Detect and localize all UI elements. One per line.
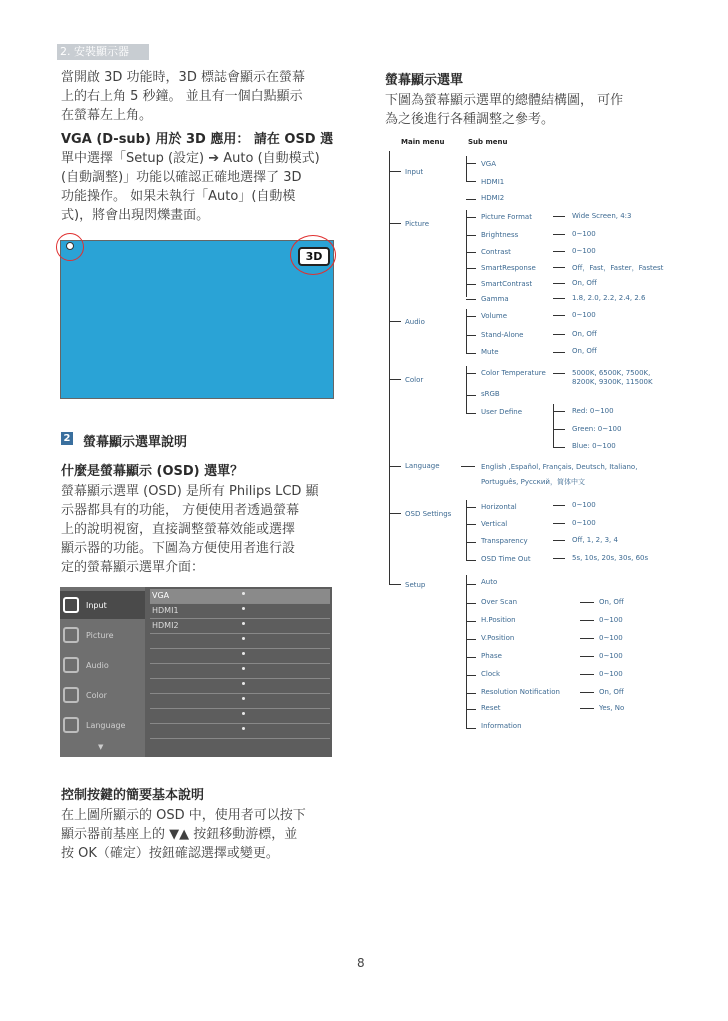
tree-connector <box>466 284 476 285</box>
tree-connector <box>580 674 594 675</box>
sub-item: Resolution Notification <box>481 688 560 696</box>
text-line: 式)，將會出現閃爍畫面。 <box>61 208 210 223</box>
3d-logo: 3D <box>298 247 330 266</box>
value-text: 1.8, 2.0, 2.2, 2.4, 2.6 <box>572 294 646 302</box>
tree-connector <box>553 216 565 217</box>
sub-item: Information <box>481 722 522 730</box>
tree-connector <box>461 466 475 467</box>
sub-item: SmartResponse <box>481 264 536 272</box>
sub-item: Over Scan <box>481 598 518 606</box>
tree-connector <box>553 523 565 524</box>
tree-connector <box>553 298 565 299</box>
tree-connector <box>466 373 476 374</box>
tree-connector <box>389 466 401 467</box>
value-text: 0~100 <box>599 616 623 624</box>
text-line: 在螢幕左上角。 <box>61 108 153 123</box>
value-text: On, Off <box>599 688 624 696</box>
sub-item: VGA <box>481 160 497 168</box>
value-text: 5000K, 6500K, 7500K, <box>572 369 651 377</box>
tree-connector <box>466 675 476 676</box>
value-text: 8200K, 9300K, 11500K <box>572 378 653 386</box>
tree-connector <box>466 621 476 622</box>
text-line: 定的螢幕顯示選單介面： <box>61 560 205 575</box>
section-number: 2 <box>61 432 73 445</box>
section-tab: 2. 安裝顯示器 <box>57 44 149 60</box>
sub-item: Color Temperature <box>481 369 546 377</box>
main-item-color: Color <box>405 376 424 384</box>
tree-connector <box>553 352 565 353</box>
sub-item: Volume <box>481 312 508 320</box>
tree-connector <box>553 234 565 235</box>
tree-connector <box>466 575 467 728</box>
tree-connector <box>466 181 476 182</box>
tree-connector <box>466 252 476 253</box>
tree-connector <box>466 709 476 710</box>
tree-connector <box>466 299 476 300</box>
main-item-setup: Setup <box>405 581 426 589</box>
tree-connector <box>466 217 476 218</box>
tree-connector <box>466 316 476 317</box>
osd-menu-label: Language <box>86 721 126 730</box>
tree-connector <box>553 334 565 335</box>
tree-connector <box>466 657 476 658</box>
text-line: 在上圖所顯示的 OSD 中，使用者可以按下 <box>61 808 306 823</box>
tree-connector <box>389 584 401 585</box>
osd-menu-label: Audio <box>86 661 109 670</box>
tree-connector <box>466 728 476 729</box>
value-text: 0~100 <box>572 501 596 509</box>
tree-connector <box>466 156 467 181</box>
text-line: 單中選擇「Setup (設定) ➔ Auto (自動模式) <box>61 151 320 166</box>
tree-connector <box>466 584 476 585</box>
text-line: 當開啟 3D 功能時，3D 標誌會顯示在螢幕 <box>61 70 305 85</box>
tree-connector <box>553 251 565 252</box>
value-text: 0~100 <box>572 311 596 319</box>
value-text: Yes, No <box>599 704 625 712</box>
osd-menu-label: Picture <box>86 631 114 640</box>
value-text: On, Off <box>599 598 624 606</box>
value-text: Off，Fast，Faster，Fastest <box>572 264 664 272</box>
tree-connector <box>466 235 476 236</box>
tree-connector <box>466 353 476 354</box>
right-title: 螢幕顯示選單 <box>385 73 464 88</box>
page-number: 8 <box>357 956 365 970</box>
tree-connector <box>466 639 476 640</box>
main-item-picture: Picture <box>405 220 430 228</box>
tree-connector <box>466 413 476 414</box>
tree-connector <box>553 315 565 316</box>
osd-menu-label: Color <box>86 691 107 700</box>
value-text: 0~100 <box>572 230 596 238</box>
value-text: Português, Русский，简体中文 <box>481 478 585 486</box>
tree-connector <box>553 429 565 430</box>
text-line: 顯示器的功能。下圖為方便使用者進行設 <box>61 541 296 556</box>
value-text: 0~100 <box>572 519 596 527</box>
tree-spine <box>389 151 390 584</box>
tree-connector <box>580 708 594 709</box>
sub-item: Gamma <box>481 295 509 303</box>
tree-connector <box>553 283 565 284</box>
tree-connector <box>580 602 594 603</box>
text-line: 上的右上角 5 秒鐘。 並且有一個白點顯示 <box>61 89 303 104</box>
tree-connector <box>553 540 565 541</box>
sub-item: Clock <box>481 670 501 678</box>
osd-sub-label: HDMI1 <box>152 606 179 615</box>
value-text: 0~100 <box>599 652 623 660</box>
value-text: On, Off <box>572 347 597 355</box>
osd-menu-label: Input <box>86 601 107 610</box>
tree-connector <box>580 620 594 621</box>
sub-item: Reset <box>481 704 501 712</box>
sub-item: HDMI1 <box>481 178 505 186</box>
sub-item: Phase <box>481 652 502 660</box>
tree-connector <box>553 505 565 506</box>
main-item-language: Language <box>405 462 440 470</box>
tree-connector <box>389 379 401 380</box>
tree-connector <box>389 223 401 224</box>
sub-item: Brightness <box>481 231 519 239</box>
text-line: 上的說明視窗，直接調整螢幕效能或選擇 <box>61 522 296 537</box>
sub-item: Contrast <box>481 248 511 256</box>
value-text: Off, 1, 2, 3, 4 <box>572 536 618 544</box>
sub-item: sRGB <box>481 390 500 398</box>
value-text: Blue: 0~100 <box>572 442 616 450</box>
chevron-down-icon: ▼ <box>98 743 104 751</box>
value-text: 0~100 <box>599 634 623 642</box>
value-text: 0~100 <box>572 247 596 255</box>
value-text: English ,Español, Français, Deutsch, Italiano, <box>481 463 638 471</box>
question-title: 什麼是螢幕顯示 (OSD) 選單？ <box>61 464 244 479</box>
tree-connector <box>466 507 476 508</box>
sub-item: HDMI2 <box>481 194 505 202</box>
text-line: 下圖為螢幕顯示選單的總體結構圖， 可作 <box>385 93 624 108</box>
tree-connector <box>553 373 565 374</box>
tree-connector <box>466 268 476 269</box>
tree-connector <box>389 513 401 514</box>
sub-item: User Define <box>481 408 523 416</box>
tree-connector <box>553 558 565 559</box>
tree-connector <box>466 163 476 164</box>
sub-item: Stand-Alone <box>481 331 524 339</box>
tree-connector <box>553 411 565 412</box>
main-item-input: Input <box>405 168 424 176</box>
tree-connector <box>466 603 476 604</box>
tree-connector <box>580 692 594 693</box>
tree-connector <box>389 321 401 322</box>
sub-item: Vertical <box>481 520 508 528</box>
tree-connector <box>580 638 594 639</box>
tree-connector <box>389 171 401 172</box>
text-line: VGA (D-sub) 用於 3D 應用： 請在 OSD 選 <box>61 132 334 147</box>
main-item-audio: Audio <box>405 318 425 326</box>
tree-connector <box>466 500 467 560</box>
tree-connector <box>466 335 476 336</box>
tree-connector <box>466 542 476 543</box>
header-main-menu: Main menu <box>401 138 445 146</box>
tree-connector <box>580 656 594 657</box>
sub-item: Auto <box>481 578 498 586</box>
value-text: Wide Screen, 4:3 <box>572 212 632 220</box>
text-line: 功能操作。 如果未執行「Auto」(自動模 <box>61 189 296 204</box>
text-line: 顯示器前基座上的 ▼▲ 按鈕移動游標，並 <box>61 827 298 842</box>
main-item-osd-settings: OSD Settings <box>405 510 452 518</box>
osd-sub-label: HDMI2 <box>152 621 179 630</box>
sub-item: Mute <box>481 348 499 356</box>
sub-item: SmartContrast <box>481 280 533 288</box>
value-text: Green: 0~100 <box>572 425 622 433</box>
value-text: On, Off <box>572 279 597 287</box>
text-line: 示器都具有的功能， 方便使用者透過螢幕 <box>61 503 300 518</box>
osd-sub-label: VGA <box>152 591 170 600</box>
value-text: Red: 0~100 <box>572 407 614 415</box>
sub-item: Horizontal <box>481 503 517 511</box>
sub-item: Transparency <box>481 537 528 545</box>
tree-connector <box>553 267 565 268</box>
tree-connector <box>466 693 476 694</box>
value-text: 5s, 10s, 20s, 30s, 60s <box>572 554 649 562</box>
controls-title: 控制按鍵的簡要基本說明 <box>61 788 205 803</box>
tree-connector <box>466 524 476 525</box>
value-text: 0~100 <box>599 670 623 678</box>
sub-item: OSD Time Out <box>481 555 531 563</box>
sub-item: Picture Format <box>481 213 532 221</box>
value-text: On, Off <box>572 330 597 338</box>
tree-connector <box>466 395 476 396</box>
text-line: 按 OK（確定）按鈕確認選擇或變更。 <box>61 846 279 861</box>
section-title: 螢幕顯示選單說明 <box>83 435 188 450</box>
tree-connector <box>553 447 565 448</box>
tree-connector <box>466 560 476 561</box>
tree-connector <box>466 199 476 200</box>
sub-item: H.Position <box>481 616 516 624</box>
text-line: 螢幕顯示選單 (OSD) 是所有 Philips LCD 顯 <box>61 484 319 499</box>
text-line: 為之後進行各種調整之參考。 <box>385 112 555 127</box>
sub-item: V.Position <box>481 634 515 642</box>
header-sub-menu: Sub menu <box>468 138 508 146</box>
text-line: (自動調整)」功能以確認正確地選擇了 3D <box>61 170 302 185</box>
